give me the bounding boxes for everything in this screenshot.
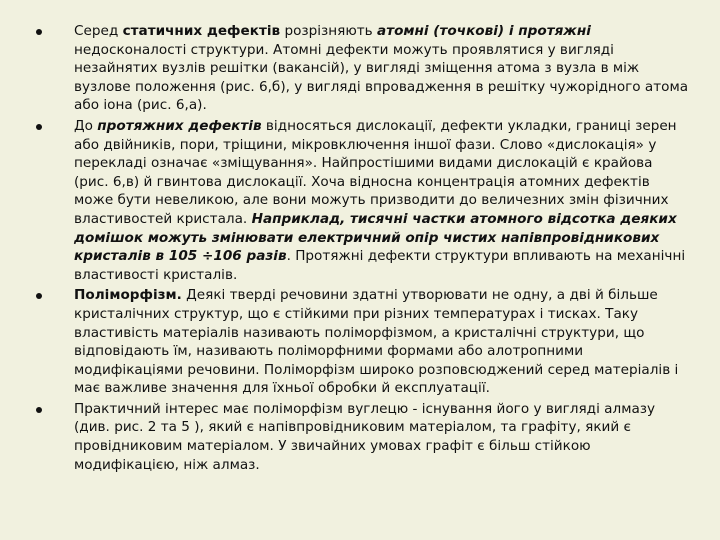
bullet-list: [36, 22, 690, 474]
text-segment: розрізняють: [280, 23, 378, 39]
bullet-icon: [36, 29, 42, 35]
bullet-item: [36, 400, 690, 474]
bullet-item: [36, 22, 690, 115]
text-segment: Серед: [74, 23, 123, 39]
text-segment-bold-italic: Наприклад, тисячні частки атомного відсотка деяких домішок можуть змінювати електричний опір чистих напівпровідникових кристалів в 105 ÷106 разів: [74, 210, 677, 265]
bullet-text: [74, 118, 685, 283]
text-segment: Практичний інтерес має поліморфізм вуглецю - існування його у вигляді алмазу (див. рис. 2 та 5 ), який є напівпровідниковим матеріалом, та графіту, який є провідниковим матеріалом. У звичайних умовах графіт є більш стійкою модифікацією, ніж алмаз.: [74, 400, 656, 473]
text-segment-bold: Поліморфізм.: [74, 287, 182, 304]
bullet-text: [74, 287, 678, 396]
text-segment-bold-italic: атомні (точкові) і протяжні: [377, 23, 591, 39]
bullet-icon: [36, 407, 42, 413]
text-segment-bold: статичних дефектів: [122, 23, 281, 39]
text-segment: Деякі тверді речовини здатні утворювати не одну, а дві й більше кристалічних структур, що є стійкими при різних температурах і тисках. Таку властивість матеріалів називають поліморфізмом, а кристалічні структури, що відповідають їм, називають поліморфними формами або алотропними модифікаціями речовини. Поліморфізм широко розповсюджений серед матеріалів і має важливе значення для їхньої обробки й експлуатації.: [74, 287, 679, 397]
text-segment: недосконалості структури. Атомні дефекти можуть проявлятися у вигляді незайнятих вузлів решітки (вакансій), у вигляді зміщення атома з вузла в між вузлове положення (рис. 6,б), у вигляді впровадження в решітку чужорідного атома або іона (рис. 6,а).: [74, 41, 689, 114]
bullet-text: [74, 401, 655, 473]
bullet-item: [36, 117, 690, 284]
text-segment: . Протяжні дефекти структури впливають на механічні властивості кристалів.: [74, 248, 686, 283]
bullet-icon: [36, 293, 42, 299]
bullet-icon: [36, 124, 42, 130]
bullet-text: [74, 23, 688, 113]
text-segment: відносяться дислокації, дефекти укладки, границі зерен або двійників, пори, тріщини, мікровключення іншої фази. Слово «дислокація» у перекладі означає «зміщування». Найпростішими видами дислокацій є крайова (рис. 6,в) й гвинтова дислокації. Хоча відносна концентрація атомних дефектів може бути невеликою, але вони можуть призводити до величезних змін фізичних властивостей кристала.: [74, 117, 677, 227]
text-segment: До: [74, 117, 98, 134]
text-segment-bold-italic: протяжних дефектів: [97, 117, 262, 134]
bullet-item: [36, 286, 690, 398]
